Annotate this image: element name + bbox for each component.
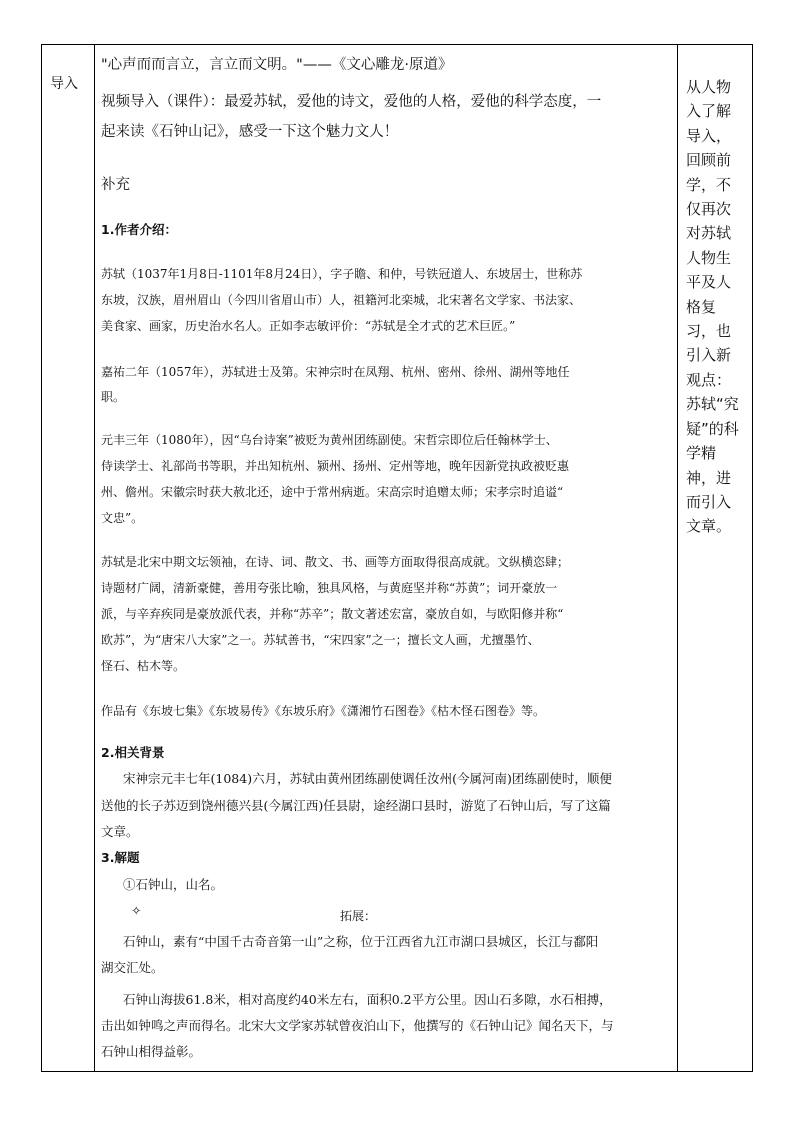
paragraph-line: 击出如钟鸣之声而得名。北宋大文学家苏轼曾夜泊山下，他撰写的《石钟山记》闻名天下，与: [101, 1018, 614, 1033]
paragraph-line: 怪石、枯木等。: [101, 659, 186, 673]
paragraph-line: 东坡，汉族，眉州眉山（今四川省眉山市）人，祖籍河北栾城，北宋著名文学家、书法家、: [101, 293, 582, 307]
paragraph-line: 侍读学士、礼部尚书等职，并出知杭州、颍州、扬州、定州等地，晚年因新党执政被贬惠: [101, 459, 570, 473]
paragraph-line: 石钟山海拔61.8米，相对高度约40米左右，面积0.2平方公里。因山石多隙，水石相搏，: [123, 992, 612, 1007]
paragraph-line: 苏轼是北宋中期文坛领袖，在诗、词、散文、书、画等方面取得很高成就。文纵横恣肆；: [101, 555, 570, 569]
lesson-table: [41, 44, 753, 1072]
paragraph-line: 美食家、画家，历史治水名人。正如李志敏评价：“苏轼是全才式的艺术巨匠。”: [101, 319, 516, 333]
author-heading: 1.作者介绍：: [101, 222, 177, 237]
paragraph-line: 诗题材广阔，清新豪健，善用夸张比喻，独具风格，与黄庭坚并称“苏黄”；词开豪放一: [101, 581, 558, 595]
paragraph-line: 嘉祐二年（1057年），苏轼进士及第。宋神宗时在凤翔、杭州、密州、徐州、湖州等地任: [101, 365, 570, 379]
paragraph-line: 欧苏”，为“唐宋八大家”之一。苏轼善书，“宋四家”之一；擅长文人画，尤擅墨竹、: [101, 633, 540, 647]
section-label-cell: [42, 45, 94, 1071]
sparkle-icon: ✧: [131, 903, 142, 918]
note-cell: [678, 45, 752, 1071]
paragraph-line: 苏轼（1037年1月8日-1101年8月24日），字子瞻、和仲，号铁冠道人、东坡居士，世称苏: [101, 267, 583, 281]
opening-quote: "心声而而言立，言立而文明。"——《文心雕龙·原道》: [101, 57, 453, 73]
paragraph-line: 文忠”。: [101, 511, 144, 525]
paragraph-line: 送他的长子苏迈到饶州德兴县(今属江西)任县尉，途经湖口县时，游览了石钟山后，写了这篇: [101, 798, 611, 813]
supplement-heading: 补充: [101, 177, 130, 193]
paragraph-line: 职。: [101, 390, 126, 404]
paragraph-line: 石钟山相得益彰。: [101, 1044, 202, 1059]
teaching-note: 从人物入了解导入，回顾前学，不仅再次对苏轼人物生平及人格复习，也引入新观点：苏轼“究疑”的科学精神，进而引入文章。: [686, 78, 739, 536]
title-explanation-heading: 3.解题: [101, 850, 140, 865]
paragraph-line: 文章。: [101, 824, 139, 839]
intro-line: 视频导入（课件）：最爱苏轼，爱他的诗文，爱他的人格，爱他的科学态度，一: [101, 94, 602, 110]
paragraph-line: 石钟山，素有“中国千古奇音第一山”之称，位于江西省九江市湖口县城区，长江与鄱阳: [123, 934, 599, 949]
paragraph-line: 州、儋州。宋徽宗时获大赦北还，途中于常州病逝。宋高宗时追赠太师；宋孝宗时追谥“: [101, 485, 564, 499]
paragraph-line: 湖交汇处。: [101, 960, 164, 975]
paragraph-line: 派，与辛弃疾同是豪放派代表，并称“苏辛”；散文著述宏富，豪放自如，与欧阳修并称“: [101, 607, 564, 621]
background-heading: 2.相关背景: [101, 745, 165, 760]
paragraph-line: ①石钟山，山名。: [123, 877, 224, 892]
section-label: 导入: [50, 76, 78, 92]
paragraph-line: 元丰三年（1080年），因“乌台诗案”被贬为黄州团练副使。宋哲宗即位后任翰林学士、: [101, 433, 558, 447]
paragraph-line: 宋神宗元丰七年(1084)六月，苏轼由黄州团练副使调任汝州(今属河南)团练副使时，顺便: [123, 771, 612, 786]
paragraph-line: 作品有《东坡七集》《东坡易传》《东坡乐府》《潇湘竹石图卷》《枯木怪石图卷》等。: [101, 704, 546, 718]
extension-label: 拓展：: [340, 909, 377, 923]
intro-line: 起来读《石钟山记》，感受一下这个魅力文人！: [101, 124, 399, 140]
content-cell: [95, 45, 677, 1071]
